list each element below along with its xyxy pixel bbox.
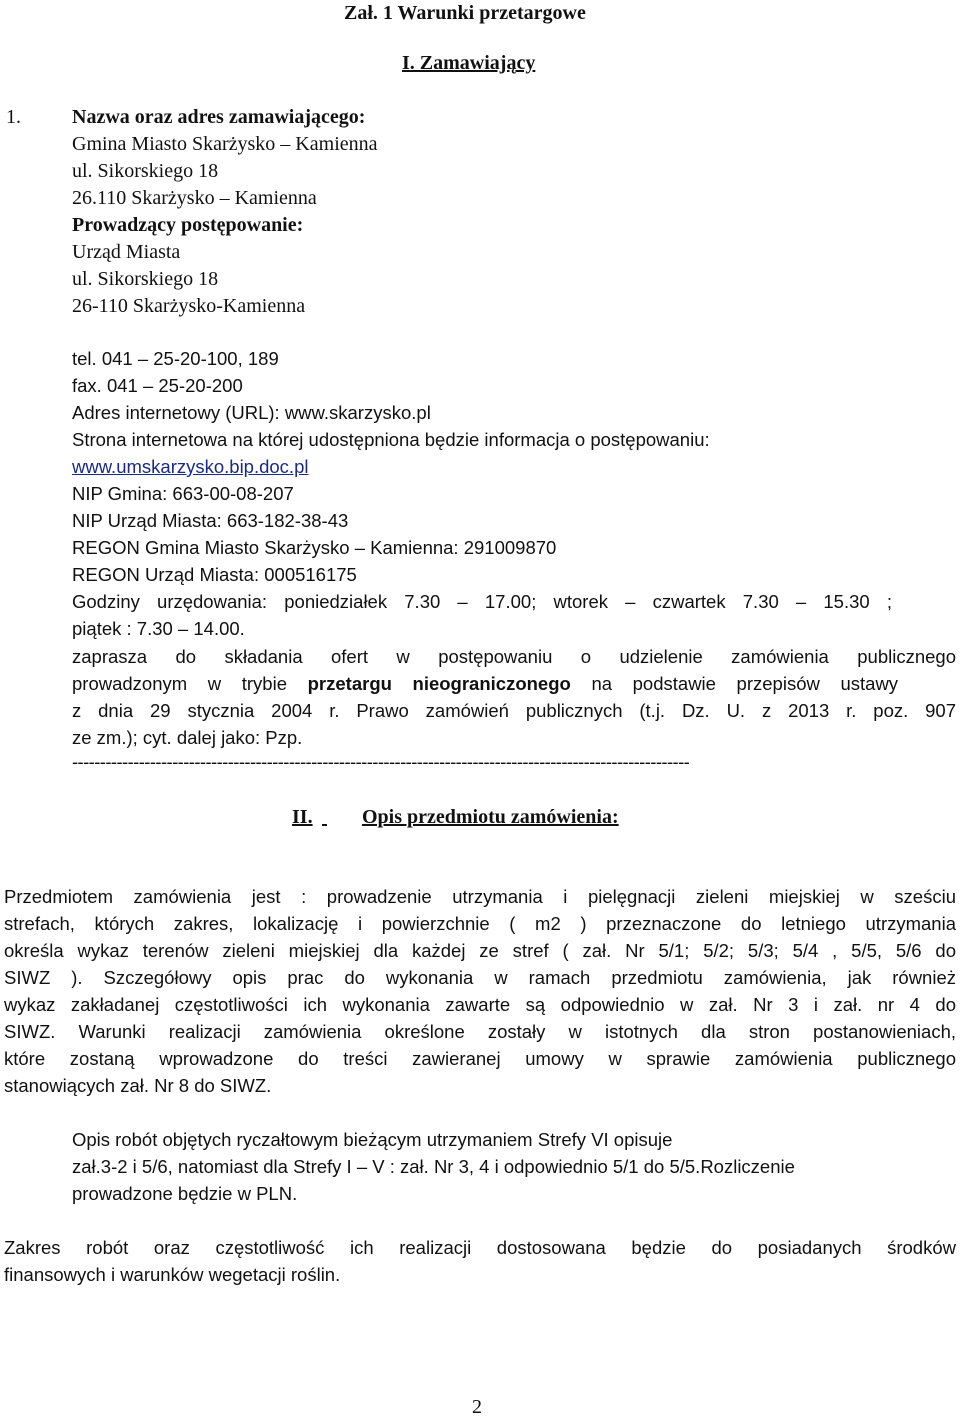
frequency-line-1: Zakres robót oraz częstotliwość ich realizacji dostosowana będzie do posiadanych środków <box>4 1237 956 1258</box>
info-page-line: Strona internetowa na której udostępniona będzie informacja o postępowaniu: <box>72 429 710 450</box>
desc-line-6: SIWZ. Warunki realizacji zamówienia określone zostały w istotnych dla stron postanowieniach, <box>4 1021 956 1042</box>
nip-gmina: NIP Gmina: 663-00-08-207 <box>72 483 294 504</box>
street-2: ul. Sikorskiego 18 <box>72 268 219 290</box>
section-2-number: II. <box>292 806 313 828</box>
office-hours-line-1: Godziny urzędowania: poniedziałek 7.30 – 17.00; wtorek – czwartek 7.30 – 15.30 ; <box>72 591 892 612</box>
office-hours-line-2: piątek : 7.30 – 14.00. <box>72 618 245 639</box>
heading-gap-underline <box>322 806 360 829</box>
org-name: Gmina Miasto Skarżysko – Kamienna <box>72 133 378 155</box>
invitation-act: ustawy <box>840 673 899 694</box>
desc-line-7: które zostaną wprowadzone do treści zawieranej umowy w sprawie zamówienia publicznego <box>4 1048 956 1069</box>
url-line: Adres internetowy (URL): www.skarzysko.pl <box>72 402 431 423</box>
desc-line-4: SIWZ ). Szczegółowy opis prac do wykonania w ramach przedmiotu zamówienia, jak również <box>4 967 956 988</box>
nip-urzad: NIP Urząd Miasta: 663-182-38-43 <box>72 510 349 531</box>
attachment-title: Zał. 1 Warunki przetargowe <box>344 2 586 24</box>
invitation-basis: na podstawie przepisów <box>591 673 820 694</box>
invitation-line-1: zaprasza do składania ofert w postępowaniu o udzielenie zamówienia publicznego <box>72 646 956 667</box>
fax: fax. 041 – 25-20-200 <box>72 375 243 396</box>
info-page-link[interactable]: www.umskarzysko.bip.doc.pl <box>72 456 309 477</box>
tender-mode: przetargu nieograniczonego <box>307 673 571 694</box>
street-1: ul. Sikorskiego 18 <box>72 160 219 182</box>
invitation-line-4: ze zm.); cyt. dalej jako: Pzp. <box>72 727 303 748</box>
page-number: 2 <box>472 1396 482 1418</box>
desc-line-3: określa wykaz terenów zieleni miejskiej dla każdej ze stref ( zał. Nr 5/1; 5/2; 5/3; 5/4 , 5/5, 5/6 do <box>4 940 956 961</box>
scope-line-2: zał.3-2 i 5/6, natomiast dla Strefy I – V : zał. Nr 3, 4 i odpowiednio 5/1 do 5/5.Rozliczenie <box>72 1156 795 1177</box>
invitation-line-3: z dnia 29 stycznia 2004 r. Prawo zamówień publicznych (t.j. Dz. U. z 2013 r. poz. 907 <box>72 700 956 721</box>
desc-line-8: stanowiących zał. Nr 8 do SIWZ. <box>4 1075 272 1096</box>
scope-line-1: Opis robót objętych ryczałtowym bieżącym utrzymaniem Strefy VI opisuje <box>72 1129 673 1150</box>
section-1-heading: I. Zamawiający <box>402 52 536 74</box>
separator-line: --------------------------------------------------------------------------------------------------------------- <box>72 751 690 772</box>
postal-2: 26-110 Skarżysko-Kamienna <box>72 295 306 317</box>
telephone: tel. 041 – 25-20-100, 189 <box>72 348 279 369</box>
invitation-line-2 <box>72 673 898 695</box>
regon-urzad: REGON Urząd Miasta: 000516175 <box>72 564 357 585</box>
postal-1: 26.110 Skarżysko – Kamienna <box>72 187 317 209</box>
conducting-label: Prowadzący postępowanie: <box>72 214 304 236</box>
invitation-mode-prefix: prowadzonym w trybie <box>72 673 287 694</box>
desc-line-2: strefach, których zakres, lokalizację i powierzchnie ( m2 ) przeznaczone do letniego utrzymania <box>4 913 956 934</box>
name-label: Nazwa oraz adres zamawiającego: <box>72 106 366 128</box>
scope-line-3: prowadzone będzie w PLN. <box>72 1183 298 1204</box>
frequency-line-2: finansowych i warunków wegetacji roślin. <box>4 1264 341 1285</box>
section-2-title: Opis przedmiotu zamówienia: <box>362 806 619 828</box>
desc-line-5: wykaz zakładanej częstotliwości ich wykonania zawarte są odpowiednio w zał. Nr 3 i zał. nr 4 do <box>4 994 956 1015</box>
office-name: Urząd Miasta <box>72 241 181 263</box>
item-number: 1. <box>6 106 21 128</box>
desc-line-1: Przedmiotem zamówienia jest : prowadzenie utrzymania i pielęgnacji zieleni miejskiej w sześciu <box>4 886 956 907</box>
regon-gmina: REGON Gmina Miasto Skarżysko – Kamienna: 291009870 <box>72 537 557 558</box>
